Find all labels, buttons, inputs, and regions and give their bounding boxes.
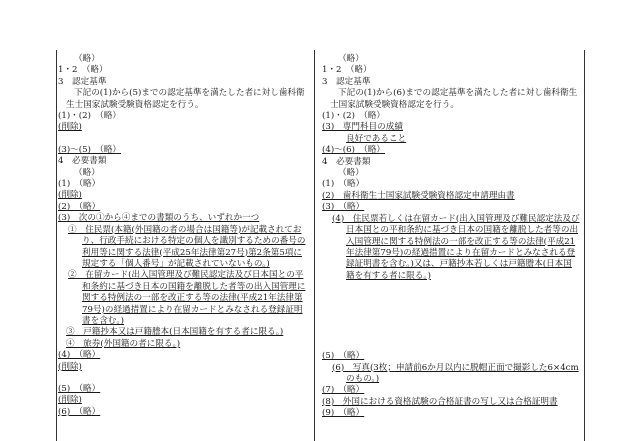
deleted-line: (削除) bbox=[58, 395, 82, 406]
section-heading: 3 認定基準 bbox=[58, 76, 107, 87]
text-line: (1) （略） bbox=[322, 179, 365, 190]
text-line: (3) 次の①から④までの書類のうち、いずれか一つ bbox=[58, 213, 260, 224]
text-line: (9) （略） bbox=[322, 408, 365, 419]
center-divider-line bbox=[314, 50, 315, 441]
right-column-revised bbox=[322, 54, 580, 420]
text-line: 良好であること bbox=[346, 133, 407, 144]
text-line: （略） bbox=[338, 168, 364, 179]
text-line: 1・2 （略） bbox=[322, 65, 372, 76]
text-line: (5) （略） bbox=[58, 383, 101, 394]
deleted-line: (削除) bbox=[58, 190, 82, 201]
text-line: (3) 専門科目の成績 bbox=[322, 122, 403, 133]
text-line: (1)・(2) （略） bbox=[58, 111, 122, 122]
text-line: (4)～(6) （略） bbox=[322, 145, 386, 156]
text-line: (7) （略） bbox=[322, 385, 365, 396]
text-line: （略） bbox=[74, 54, 100, 64]
text-line: (3)～(5) （略） bbox=[58, 144, 122, 155]
list-item: ① 住民票(本籍(外国籍の者の場合は国籍等)が記載されており、行政手続における特定の個人を識別するための番号の利用等に関する法律(平成25年法律第27号)第2条第5項に規定する「個人番号」が記載されていないもの。) bbox=[68, 224, 306, 269]
deleted-line: (削除) bbox=[58, 361, 82, 372]
text-line: (8) 外国における資格試験の合格証書の写し又は合格証明書 bbox=[322, 396, 558, 407]
text-line: (2) 歯科衛生士国家試験受験資格認定申請理由書 bbox=[322, 190, 515, 201]
list-item: (6) 写真(3枚；申請前6か月以内に脱帽正面で撮影した6×4cmのもの。) bbox=[332, 362, 579, 384]
list-item: ④ 旅券(外国籍の者に限る。) bbox=[66, 338, 181, 349]
right-border-line bbox=[584, 50, 585, 441]
text-line: (4) （略） bbox=[58, 350, 101, 361]
text-line: (1) （略） bbox=[58, 179, 101, 190]
section-heading: 3 認定基準 bbox=[322, 76, 371, 87]
list-item: ③ 戸籍抄本又は戸籍謄本(日本国籍を有する者に限る。) bbox=[66, 327, 284, 338]
text-line: (5) （略） bbox=[322, 351, 365, 362]
text-paragraph: 下記の(1)から(5)までの認定基準を満たした者に対し歯科衛生士国家試験受験資格認定を行う。 bbox=[66, 88, 305, 110]
text-line: (6) （略） bbox=[58, 406, 101, 417]
text-line: （略） bbox=[338, 54, 364, 64]
text-line: (3) （略） bbox=[322, 202, 365, 213]
text-paragraph: 下記の(1)から(6)までの認定基準を満たした者に対し歯科衛生士国家試験受験資格認定を行う。 bbox=[330, 88, 578, 110]
section-heading: 4 必要書類 bbox=[58, 156, 107, 167]
list-item: (4) 住民票若しくは在留カード(出入国管理及び難民認定法及び日本国との平和条約に基づき日本の国籍を離脱した者等の出入国管理に関する特例法の一部を改正する等の法律(平成21年法律第79号)の経過措置により在留カードとみなされる登録証明書を含む。)又は、戸籍抄本若しくは戸籍謄本(日本国籍を有する者に限る。) bbox=[332, 213, 580, 281]
deleted-line: (削除) bbox=[58, 122, 82, 133]
list-item: ② 在留カード(出入国管理及び難民認定法及び日本国との平和条約に基づき日本の国籍を離脱した者等の出入国管理に関する特例法の一部を改正する等の法律(平成21年法律第79号)の経過措置により在留カードとみなされる登録証明書を含む。) bbox=[68, 270, 306, 326]
section-heading: 4 必要書類 bbox=[322, 156, 371, 167]
text-line: （略） bbox=[74, 167, 100, 178]
text-line: (1)・(2) （略） bbox=[322, 111, 386, 122]
left-border-line bbox=[56, 50, 57, 441]
text-line: 1・2 （略） bbox=[58, 65, 108, 76]
text-line: (2) （略） bbox=[58, 201, 101, 212]
left-column-current bbox=[58, 54, 310, 418]
